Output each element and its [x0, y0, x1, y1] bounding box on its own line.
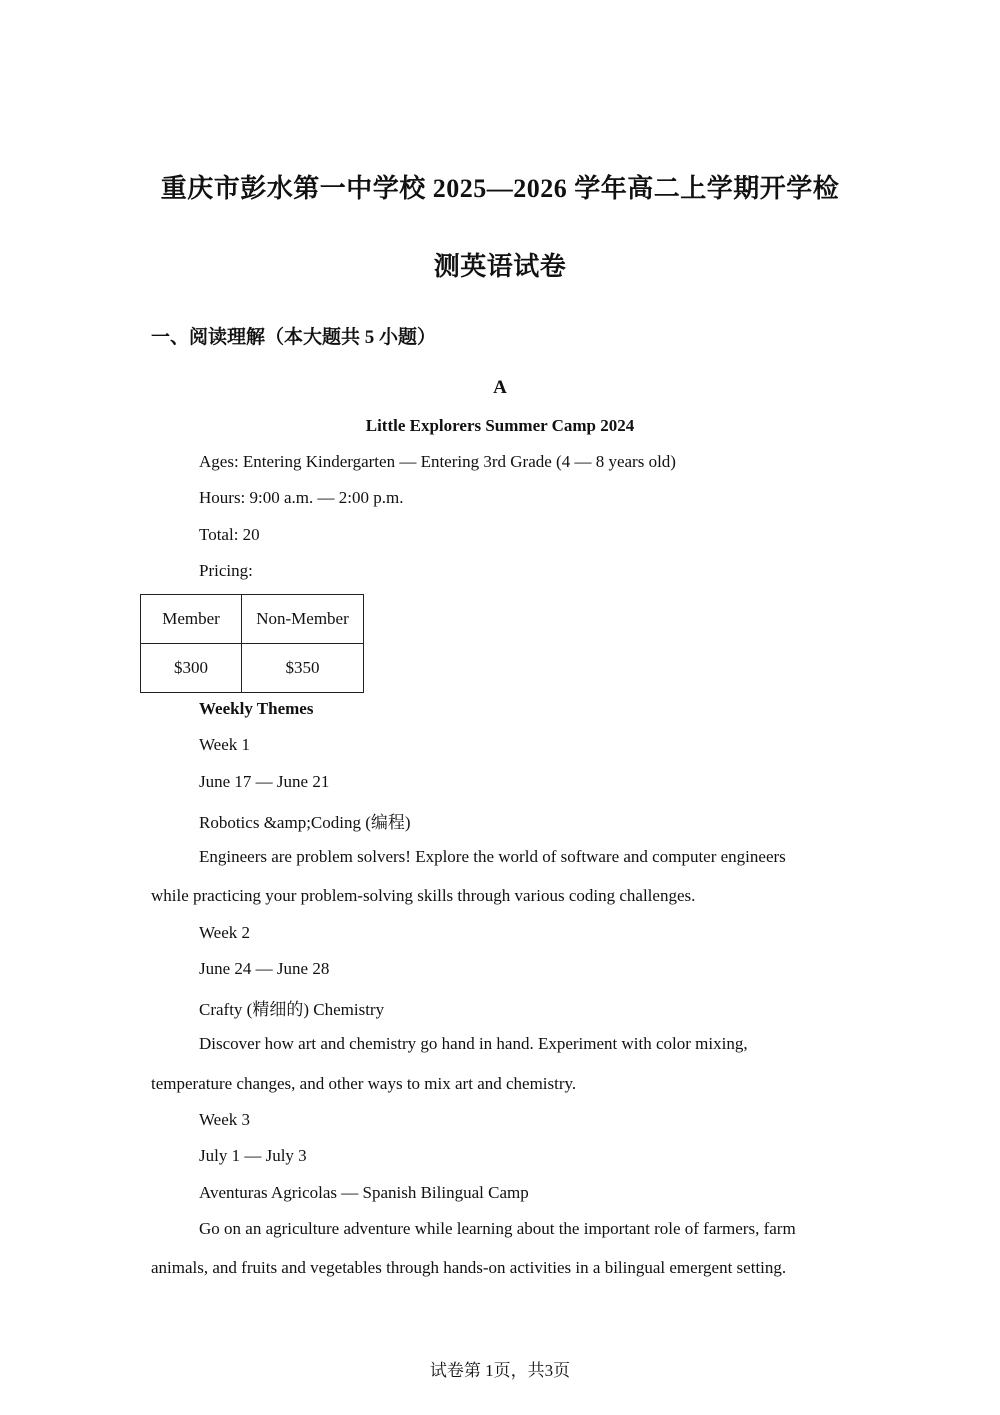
page-footer: 试卷第 1页，共3页	[429, 1361, 571, 1380]
week-2-dates: June 24 — June 28	[199, 959, 330, 978]
pricing-label: Pricing:	[199, 561, 253, 580]
pricing-value-row	[141, 644, 364, 693]
week-2-theme: Crafty (精细的) Chemistry	[199, 1000, 385, 1019]
week-1-dates: June 17 — June 21	[199, 772, 330, 791]
camp-total: Total: 20	[199, 525, 260, 544]
camp-ages: Ages: Entering Kindergarten — Entering 3rd Grade (4 — 8 years old)	[199, 452, 676, 471]
pricing-value-non-member: $350	[242, 644, 364, 693]
camp-hours: Hours: 9:00 a.m. — 2:00 p.m.	[199, 488, 404, 507]
week-2-description-line-2: temperature changes, and other ways to mix art and chemistry.	[151, 1074, 577, 1093]
week-2-description-line-1: Discover how art and chemistry go hand in hand. Experiment with color mixing,	[199, 1034, 748, 1053]
exam-title-line-1: 重庆市彭水第一中学校 2025—2026 学年高二上学期开学检	[160, 174, 840, 203]
week-2-label: Week 2	[199, 923, 251, 942]
week-1-description-line-2: while practicing your problem-solving skills through various coding challenges.	[151, 886, 696, 905]
passage-label: A	[493, 377, 507, 398]
pricing-header-non-member: Non-Member	[242, 595, 364, 644]
exam-title-line-2: 测英语试卷	[433, 252, 567, 281]
week-3-description-line-2: animals, and fruits and vegetables through hands-on activities in a bilingual emergent setting.	[151, 1258, 787, 1277]
pricing-value-member: $300	[141, 644, 242, 693]
week-1-theme: Robotics &amp;Coding (编程)	[199, 813, 411, 832]
weekly-themes-heading: Weekly Themes	[199, 699, 314, 718]
section-heading: 一、阅读理解（本大题共 5 小题）	[151, 327, 437, 348]
week-3-dates: July 1 — July 3	[199, 1146, 307, 1165]
week-3-theme: Aventuras Agricolas — Spanish Bilingual Camp	[199, 1183, 529, 1202]
week-1-description-line-1: Engineers are problem solvers! Explore the world of software and computer engineers	[199, 847, 786, 866]
passage-heading: Little Explorers Summer Camp 2024	[365, 416, 635, 435]
week-1-label: Week 1	[199, 735, 251, 754]
week-3-description-line-1: Go on an agriculture adventure while learning about the important role of farmers, farm	[199, 1219, 796, 1238]
pricing-header-row	[141, 595, 364, 644]
pricing-table	[140, 594, 364, 693]
pricing-header-member: Member	[141, 595, 242, 644]
week-3-label: Week 3	[199, 1110, 251, 1129]
